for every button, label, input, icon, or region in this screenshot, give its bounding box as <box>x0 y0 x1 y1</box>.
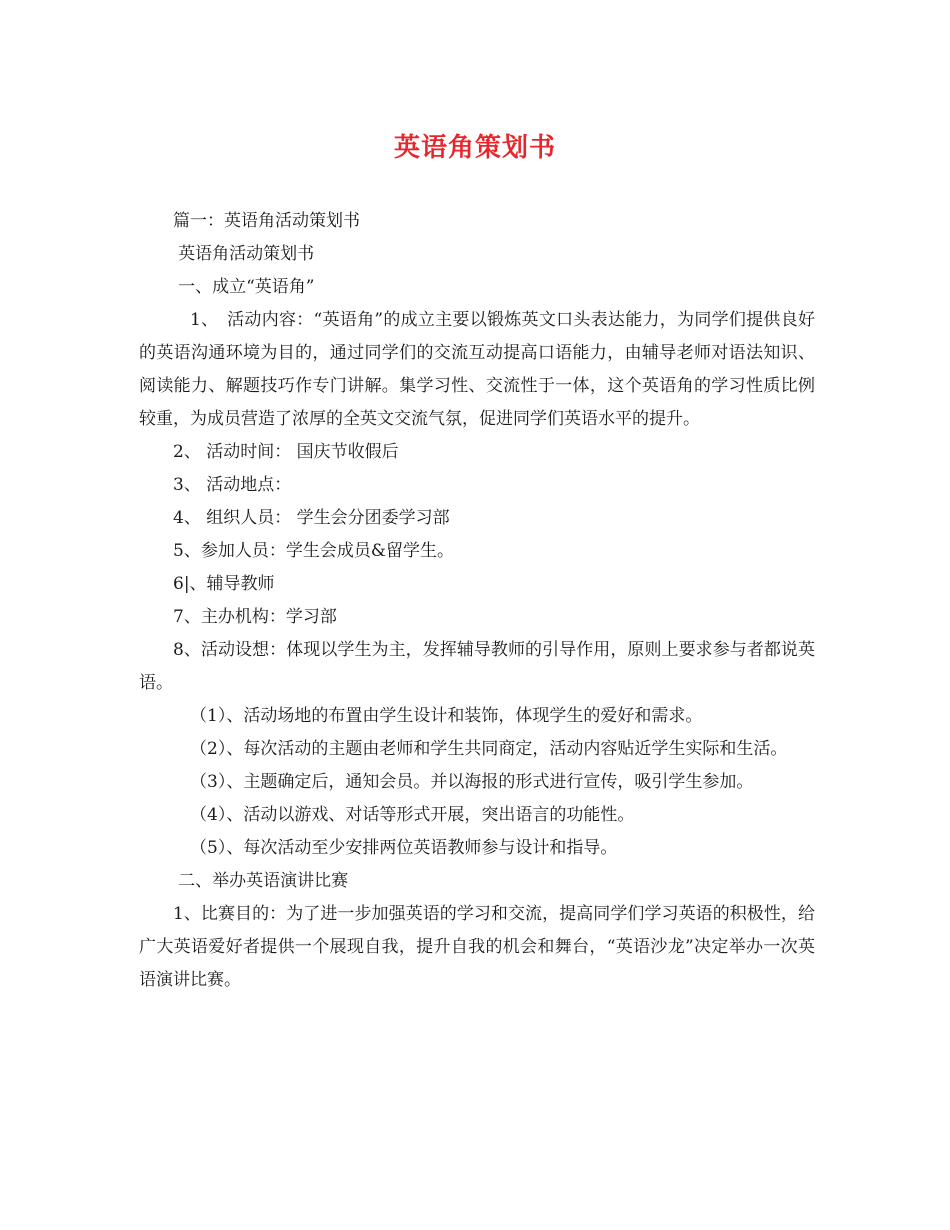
paragraph-contest-purpose: 1、比赛目的：为了进一步加强英语的学习和交流，提高同学们学习英语的积极性，给广大英语爱好者提供一个展现自我，提升自我的机会和舞台，“英语沙龙”决定举办一次英语演讲比赛。 <box>139 904 815 990</box>
document-title: 英语角策划书 <box>393 133 556 163</box>
document-body <box>139 205 815 997</box>
paragraph-item-2: 2、 活动时间： 国庆节收假后 <box>173 442 399 462</box>
paragraph-item-8: 8、活动设想：体现以学生为主，发挥辅导教师的引导作用，原则上要求参与者都说英语。 <box>139 640 815 693</box>
paragraph-item-4: 4、 组织人员： 学生会分团委学习部 <box>173 508 450 528</box>
paragraph-sub-item-3: （3）、主题确定后，通知会员。并以海报的形式进行宣传，吸引学生参加。 <box>190 772 754 792</box>
paragraph-sub-item-4: （4）、活动以游戏、对话等形式开展，突出语言的功能性。 <box>190 805 635 825</box>
paragraph-item-7: 7、主办机构：学习部 <box>173 607 337 627</box>
paragraph-sub-item-1: （1）、活动场地的布置由学生设计和装饰，体现学生的爱好和需求。 <box>190 706 703 726</box>
paragraph-subtitle: 英语角活动策划书 <box>178 244 315 264</box>
paragraph-item-6: 6|、辅导教师 <box>173 574 275 594</box>
paragraph-heading-1: 一、成立“英语角” <box>178 277 315 297</box>
paragraph-sub-item-2: （2）、每次活动的主题由老师和学生共同商定，活动内容贴近学生实际和生活。 <box>190 739 788 759</box>
paragraph-item-1: 1、 活动内容：“英语角”的成立主要以锻炼英文口头表达能力，为同学们提供良好的英语沟通环境为目的，通过同学们的交流互动提高口语能力，由辅导老师对语法知识、阅读能力、解题技巧作专门讲解。集学习性、交流性于一体，这个英语角的学习性质比例较重，为成员营造了浓厚的全英文交流气氛，促进同学们英语水平的提升。 <box>139 310 815 429</box>
paragraph-sub-item-5: （5）、每次活动至少安排两位英语教师参与设计和指导。 <box>190 838 618 858</box>
paragraph-heading-2: 二、举办英语演讲比赛 <box>178 871 349 891</box>
paragraph-item-5: 5、参加人员：学生会成员&留学生。 <box>173 541 454 561</box>
paragraph-item-3: 3、 活动地点： <box>173 475 292 495</box>
paragraph-section-heading: 篇一：英语角活动策划书 <box>173 211 360 231</box>
